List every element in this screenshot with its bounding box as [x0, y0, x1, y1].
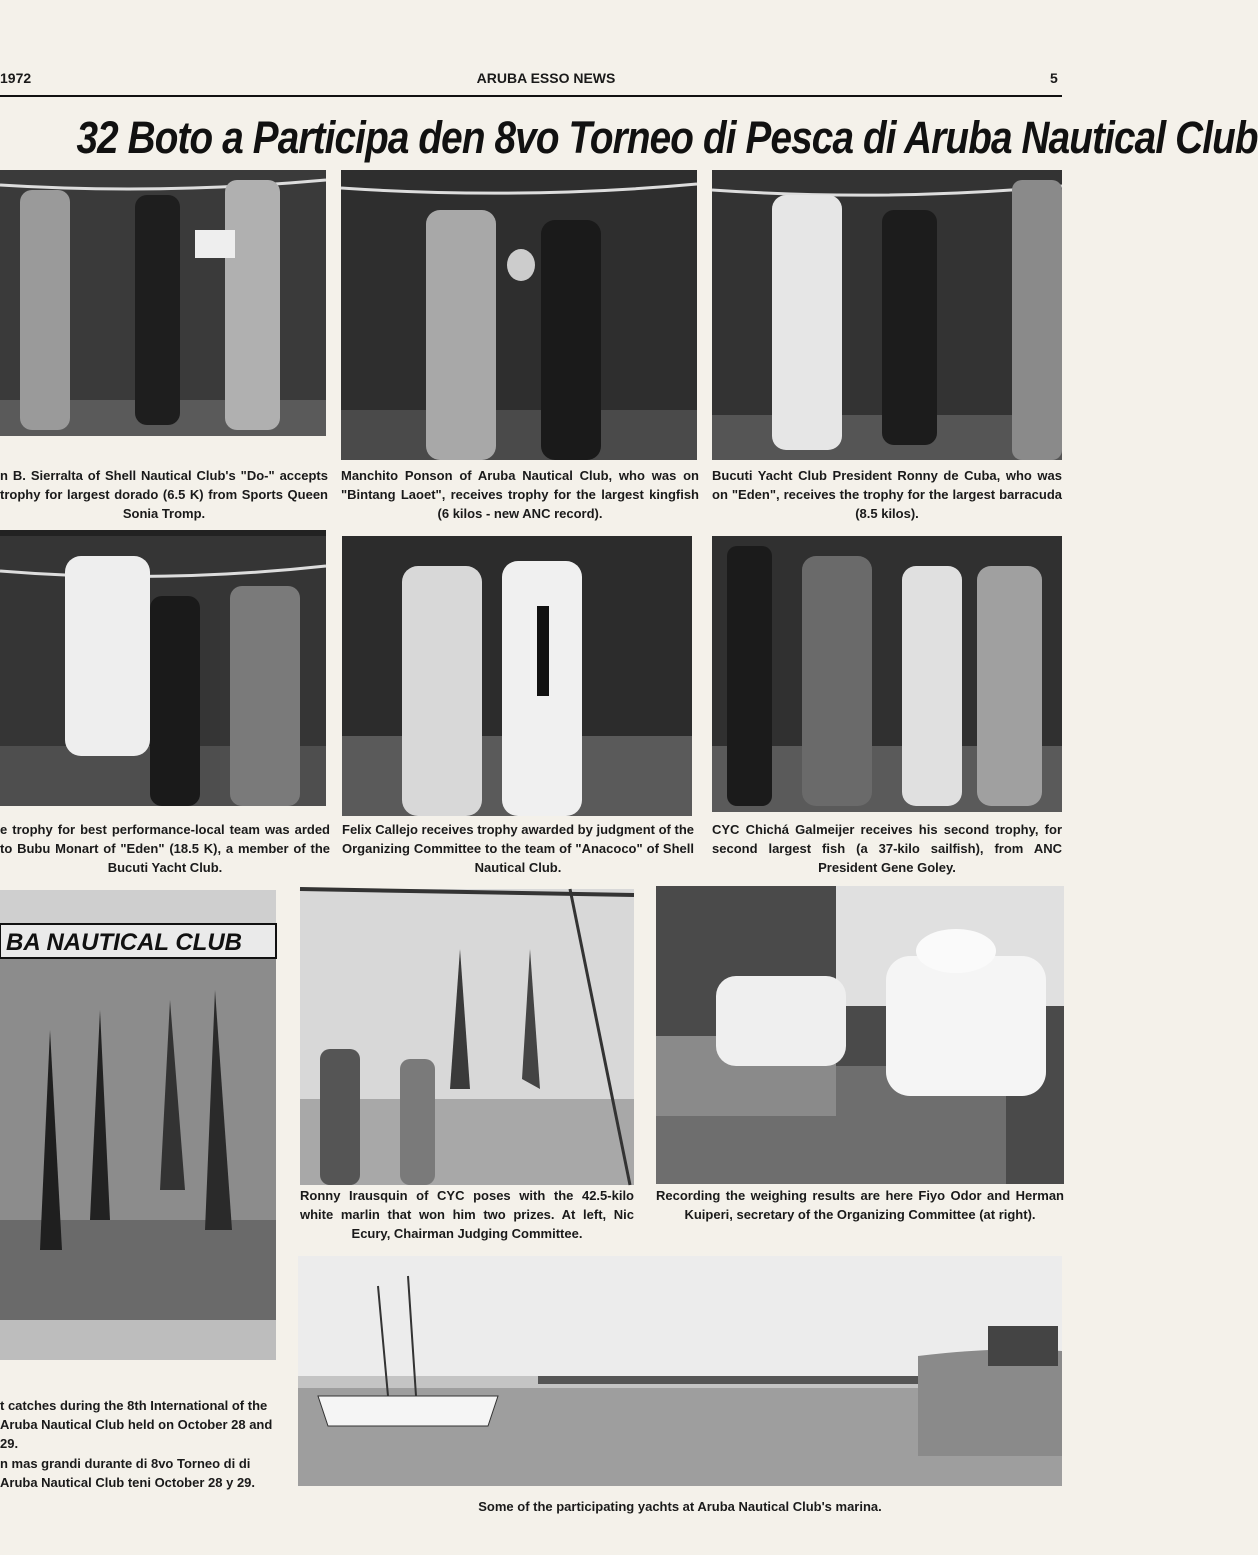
photo-white-marlin [300, 889, 634, 1185]
photo-kingfish-trophy [341, 170, 697, 460]
photo-weighing-results [656, 886, 1064, 1184]
photo-catches-sign [0, 890, 276, 1360]
photo-anacoco-trophy [342, 536, 692, 816]
club-sign-text: BA NAUTICAL CLUB [6, 929, 242, 956]
photo-dorado-trophy [0, 170, 326, 436]
publication-title: ARUBA ESSO NEWS [476, 70, 616, 86]
header-rule [0, 95, 1062, 97]
caption-dorado: n B. Sierralta of Shell Nautical Club's "Do-" accepts trophy for largest dorado (6.5 K) from Sports Queen Sonia Tromp. [0, 468, 328, 521]
photo-best-team-trophy [0, 536, 326, 806]
caption-kingfish: Manchito Ponson of Aruba Nautical Club, who was on "Bintang Laoet", receives trophy for the largest kingfish (6 kilos - new ANC record). [341, 468, 699, 521]
caption-catches-english: t catches during the 8th International of the Aruba Nautical Club held on October 28 and 29. [0, 1398, 273, 1451]
caption-barracuda: Bucuti Yacht Club President Ronny de Cuba, who was on "Eden", receives the trophy for the largest barracuda (8.5 kilos). [712, 468, 1062, 521]
photo-barracuda-trophy [712, 170, 1062, 460]
photo-sailfish-trophy [712, 536, 1062, 812]
caption-sailfish: CYC Chichá Galmeijer receives his second trophy, for second largest fish (a 37-kilo sailfish), from ANC President Gene Goley. [712, 822, 1062, 875]
caption-catches-papiamento: n mas grandi durante di 8vo Torneo di di Aruba Nautical Club teni October 28 y 29. [0, 1456, 256, 1490]
page-number: 5 [1050, 70, 1058, 86]
caption-marina: Some of the participating yachts at Aruba Nautical Club's marina. [478, 1499, 882, 1514]
caption-weighing: Recording the weighing results are here Fiyo Odor and Herman Kuiperi, secretary of the Organizing Committee (at right). [656, 1188, 1064, 1222]
issue-year: 1972 [0, 70, 32, 86]
photo-marina-yachts [298, 1256, 1062, 1486]
caption-best-team: e trophy for best performance-local team was arded to Bubu Monart of "Eden" (18.5 K), a member of the Bucuti Yacht Club. [0, 822, 330, 875]
caption-anacoco: Felix Callejo receives trophy awarded by judgment of the Organizing Committee to the team of "Anacoco" of Shell Nautical Club. [342, 822, 694, 875]
caption-white-marlin: Ronny Irausquin of CYC poses with the 42.5-kilo white marlin that won him two prizes. At left, Nic Ecury, Chairman Judging Committee. [300, 1188, 634, 1241]
headline: 32 Boto a Participa den 8vo Torneo di Pesca di Aruba Nautical Club [76, 112, 1258, 163]
